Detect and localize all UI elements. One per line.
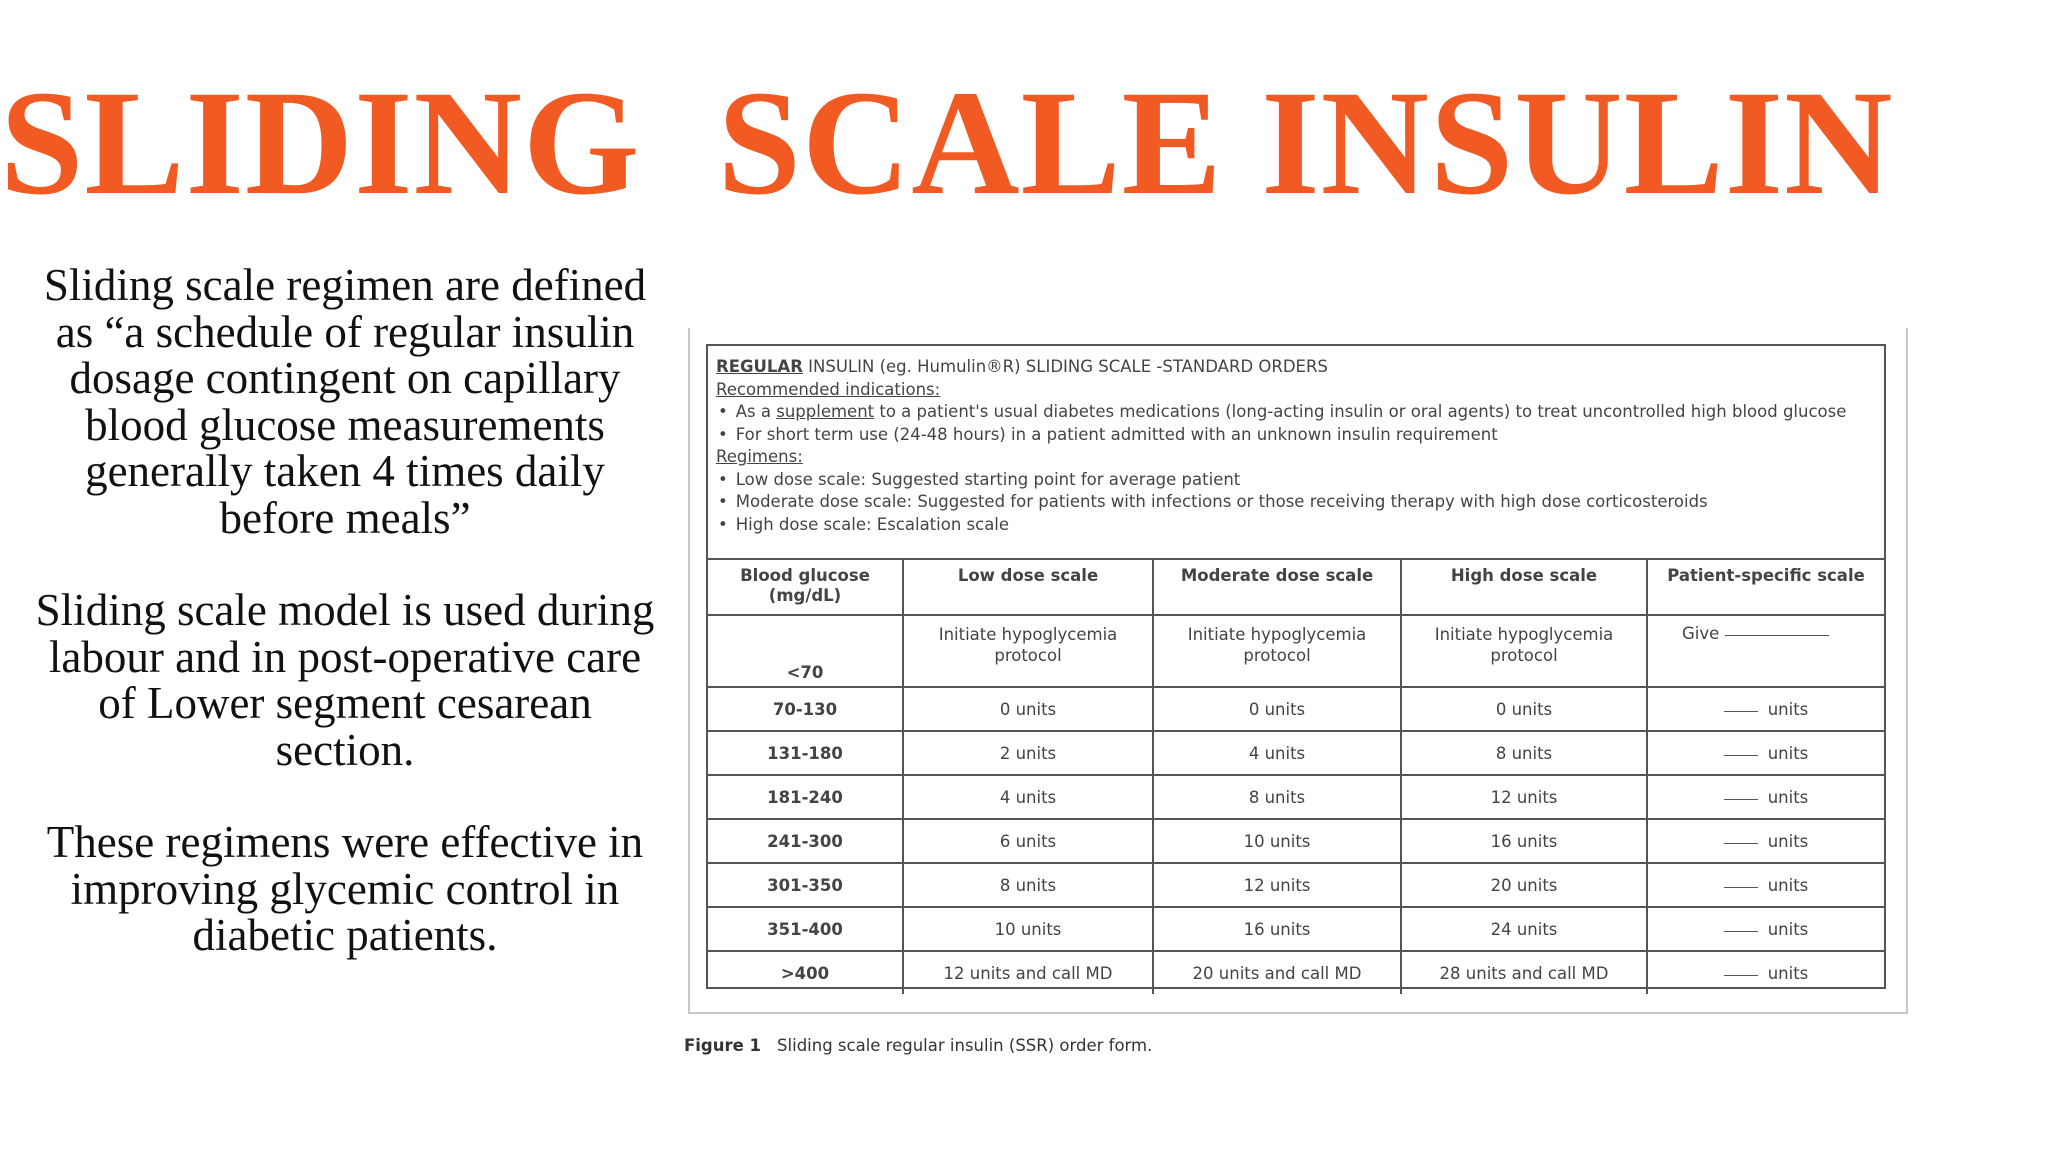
glucose-cell: 351-400 bbox=[708, 907, 903, 951]
figure-caption bbox=[684, 1036, 1152, 1055]
table-row bbox=[708, 907, 1884, 951]
regimen-item: • Moderate dose scale: Suggested for patients with infections or those receiving therapy with high dose corticosteroids bbox=[716, 491, 1876, 514]
units-label: units bbox=[1767, 831, 1809, 851]
definition-paragraph: Sliding scale regimen are defined as “a schedule of regular insulin dosage contingent on capillary blood glucose measurements generally taken 4 times daily before meals” bbox=[43, 260, 647, 543]
moderate-dose-cell: 10 units bbox=[1153, 819, 1401, 863]
low-dose-cell: 12 units and call MD bbox=[903, 951, 1153, 994]
regimen-item: • Low dose scale: Suggested starting point for average patient bbox=[716, 469, 1876, 492]
patient-specific-cell bbox=[1647, 819, 1884, 863]
units-label: units bbox=[1767, 919, 1809, 939]
patient-specific-cell bbox=[1647, 731, 1884, 775]
high-dose-cell: 16 units bbox=[1401, 819, 1647, 863]
indications-label: Recommended indications: bbox=[716, 379, 941, 399]
glucose-cell: >400 bbox=[708, 951, 903, 994]
patient-specific-cell bbox=[1647, 951, 1884, 994]
indication-item: • As a supplement to a patient's usual diabetes medications (long-acting insulin or oral agents) to treat uncontrolled high blood glucose bbox=[716, 401, 1876, 424]
low-dose-cell: 4 units bbox=[903, 775, 1153, 819]
low-dose-cell: Initiate hypoglycemia protocol bbox=[903, 615, 1153, 687]
moderate-dose-cell: 12 units bbox=[1153, 863, 1401, 907]
table-row bbox=[708, 863, 1884, 907]
description-text bbox=[30, 262, 660, 1005]
table-row bbox=[708, 615, 1884, 687]
moderate-dose-cell: Initiate hypoglycemia protocol bbox=[1153, 615, 1401, 687]
slide-title: SLIDING SCALE INSULIN bbox=[0, 60, 1894, 226]
units-label: units bbox=[1767, 875, 1809, 895]
high-dose-cell: 28 units and call MD bbox=[1401, 951, 1647, 994]
high-dose-cell: Initiate hypoglycemia protocol bbox=[1401, 615, 1647, 687]
high-dose-cell: 8 units bbox=[1401, 731, 1647, 775]
moderate-dose-cell: 0 units bbox=[1153, 687, 1401, 731]
figure-label: Figure 1 bbox=[684, 1036, 762, 1055]
low-dose-cell: 10 units bbox=[903, 907, 1153, 951]
fill-in-blank[interactable] bbox=[1724, 709, 1758, 712]
col-header-high-dose: High dose scale bbox=[1401, 559, 1647, 615]
effectiveness-paragraph: These regimens were effective in improving glycemic control in diabetic patients. bbox=[46, 817, 644, 960]
high-dose-cell: 24 units bbox=[1401, 907, 1647, 951]
table-row bbox=[708, 775, 1884, 819]
patient-specific-cell bbox=[1647, 615, 1884, 687]
units-label: units bbox=[1767, 743, 1809, 763]
fill-in-blank[interactable] bbox=[1724, 929, 1758, 932]
table-row bbox=[708, 687, 1884, 731]
moderate-dose-cell: 20 units and call MD bbox=[1153, 951, 1401, 994]
fill-in-blank[interactable] bbox=[1724, 973, 1758, 976]
form-heading: REGULAR INSULIN (eg. Humulin®R) SLIDING SCALE -STANDARD ORDERS bbox=[716, 357, 1328, 376]
order-form-figure bbox=[688, 328, 1908, 1014]
fill-in-blank[interactable] bbox=[1724, 797, 1758, 800]
regimen-item: • High dose scale: Escalation scale bbox=[716, 514, 1876, 537]
col-header-moderate-dose: Moderate dose scale bbox=[1153, 559, 1401, 615]
table-row bbox=[708, 819, 1884, 863]
glucose-cell: 131-180 bbox=[708, 731, 903, 775]
order-form bbox=[706, 344, 1886, 989]
table-header-row bbox=[708, 559, 1884, 615]
indication-item: • For short term use (24-48 hours) in a patient admitted with an unknown insulin requirement bbox=[716, 424, 1876, 447]
col-header-patient-specific: Patient-specific scale bbox=[1647, 559, 1884, 615]
moderate-dose-cell: 16 units bbox=[1153, 907, 1401, 951]
high-dose-cell: 12 units bbox=[1401, 775, 1647, 819]
col-header-low-dose: Low dose scale bbox=[903, 559, 1153, 615]
patient-specific-cell bbox=[1647, 907, 1884, 951]
regimens-label: Regimens: bbox=[716, 447, 803, 466]
glucose-cell: 181-240 bbox=[708, 775, 903, 819]
table-row bbox=[708, 951, 1884, 994]
high-dose-cell: 20 units bbox=[1401, 863, 1647, 907]
fill-in-blank[interactable] bbox=[1725, 633, 1829, 636]
col-header-blood-glucose: Blood glucose (mg/dL) bbox=[708, 559, 903, 615]
fill-in-blank[interactable] bbox=[1724, 753, 1758, 756]
fill-in-blank[interactable] bbox=[1724, 841, 1758, 844]
moderate-dose-cell: 8 units bbox=[1153, 775, 1401, 819]
form-header bbox=[708, 346, 1884, 536]
units-label: units bbox=[1767, 963, 1809, 983]
patient-specific-cell bbox=[1647, 687, 1884, 731]
usage-paragraph: Sliding scale model is used during labour and in post-operative care of Lower segment cesarean section. bbox=[35, 585, 655, 775]
high-dose-cell: 0 units bbox=[1401, 687, 1647, 731]
low-dose-cell: 6 units bbox=[903, 819, 1153, 863]
moderate-dose-cell: 4 units bbox=[1153, 731, 1401, 775]
give-label: Give bbox=[1682, 624, 1720, 643]
low-dose-cell: 8 units bbox=[903, 863, 1153, 907]
low-dose-cell: 2 units bbox=[903, 731, 1153, 775]
glucose-cell: 241-300 bbox=[708, 819, 903, 863]
sliding-scale-table bbox=[708, 558, 1884, 994]
units-label: units bbox=[1767, 699, 1809, 719]
low-dose-cell: 0 units bbox=[903, 687, 1153, 731]
fill-in-blank[interactable] bbox=[1724, 885, 1758, 888]
glucose-cell: 301-350 bbox=[708, 863, 903, 907]
glucose-cell: <70 bbox=[708, 615, 903, 687]
glucose-cell: 70-130 bbox=[708, 687, 903, 731]
table-row bbox=[708, 731, 1884, 775]
figure-caption-text: Sliding scale regular insulin (SSR) order form. bbox=[777, 1036, 1153, 1055]
patient-specific-cell bbox=[1647, 863, 1884, 907]
units-label: units bbox=[1767, 787, 1809, 807]
patient-specific-cell bbox=[1647, 775, 1884, 819]
